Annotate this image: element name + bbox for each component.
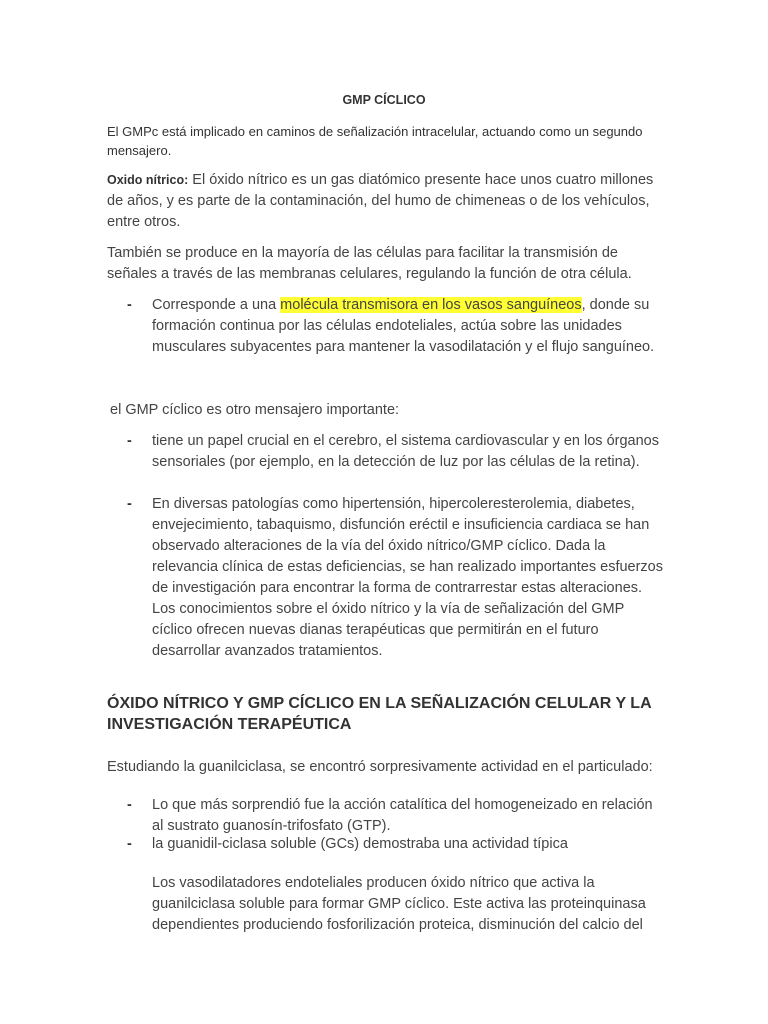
oxido-text: El óxido nítrico es un gas diatómico presente hace unos cuatro millones de años, y es parte de la contaminación, del humo de chimeneas o de los vehículos, entre otros.	[107, 172, 654, 230]
list-item	[107, 795, 667, 837]
bullet-dash: -	[127, 797, 132, 813]
oxido-paragraph	[107, 170, 667, 233]
list-item	[107, 494, 667, 662]
section-heading: ÓXIDO NÍTRICO Y GMP CÍCLICO EN LA SEÑALIZACIÓN CELULAR Y LA INVESTIGACIÓN TERAPÉUTICA	[107, 695, 652, 733]
bullet-text	[152, 295, 667, 358]
tambien-paragraph: También se produce en la mayoría de las células para facilitar la transmisión de señales a través de las membranas celulares, regulando la función de otra célula.	[107, 245, 632, 282]
bullet-text: la guanidil-ciclasa soluble (GCs) demostraba una actividad típica	[152, 836, 568, 852]
list-item	[107, 295, 667, 358]
bullet-dash: -	[127, 496, 132, 512]
bullet-text: tiene un papel crucial en el cerebro, el sistema cardiovascular y en los órganos sensoriales (por ejemplo, en la detección de luz por las células de la retina).	[152, 433, 659, 470]
bullet-text-before: Corresponde a una	[152, 297, 281, 313]
bullet-text: En diversas patologías como hipertensión, hipercoleresterolemia, diabetes, envejecimiento, tabaquismo, disfunción eréctil e insuficiencia cardiaca se han observado alteraciones de la vía del óxido nítrico/GMP cíclico. Dada la relevancia clínica de estas deficiencias, se han realizado importantes esfuerzos de investigación para encontrar la forma de contrarrestar estas alteraciones. Los conocimientos sobre el óxido nítrico y la vía de señalización del GMP cíclico ofrecen nuevas dianas terapéuticas que permitirán en el futuro desarrollar avanzados tratamientos.	[152, 496, 663, 659]
gmp-intro-paragraph: el GMP cíclico es otro mensajero importante:	[110, 402, 400, 418]
list-item	[107, 834, 667, 855]
vasodilatadores-paragraph: Los vasodilatadores endoteliales producen óxido nítrico que activa la guanilciclasa soluble para formar GMP cíclico. Este activa las proteinquinasa dependientes produciendo fosforilización proteica, disminución del calcio del	[152, 875, 646, 933]
page-title: GMP CÍCLICO	[342, 93, 426, 107]
highlighted-text: molécula transmisora en los vasos sanguíneos	[280, 297, 582, 313]
bullet-dash: -	[127, 836, 132, 852]
oxido-label: Oxido nítrico:	[107, 173, 189, 187]
bullet-dash: -	[127, 433, 132, 449]
intro-paragraph: El GMPc está implicado en caminos de señalización intracelular, actuando como un segundo mensajero.	[107, 124, 643, 158]
bullet-text-after: , donde su formación continua por las células endoteliales, actúa sobre las unidades musculares subyacentes para mantener la vasodilatación y el flujo sanguíneo.	[152, 297, 655, 355]
bullet-text: Lo que más sorprendió fue la acción catalítica del homogeneizado en relación al sustrato guanosín-trifosfato (GTP).	[152, 797, 653, 834]
list-item	[107, 431, 667, 473]
bullet-dash: -	[127, 297, 132, 313]
estudiando-paragraph: Estudiando la guanilciclasa, se encontró sorpresivamente actividad en el particulado:	[107, 759, 653, 775]
